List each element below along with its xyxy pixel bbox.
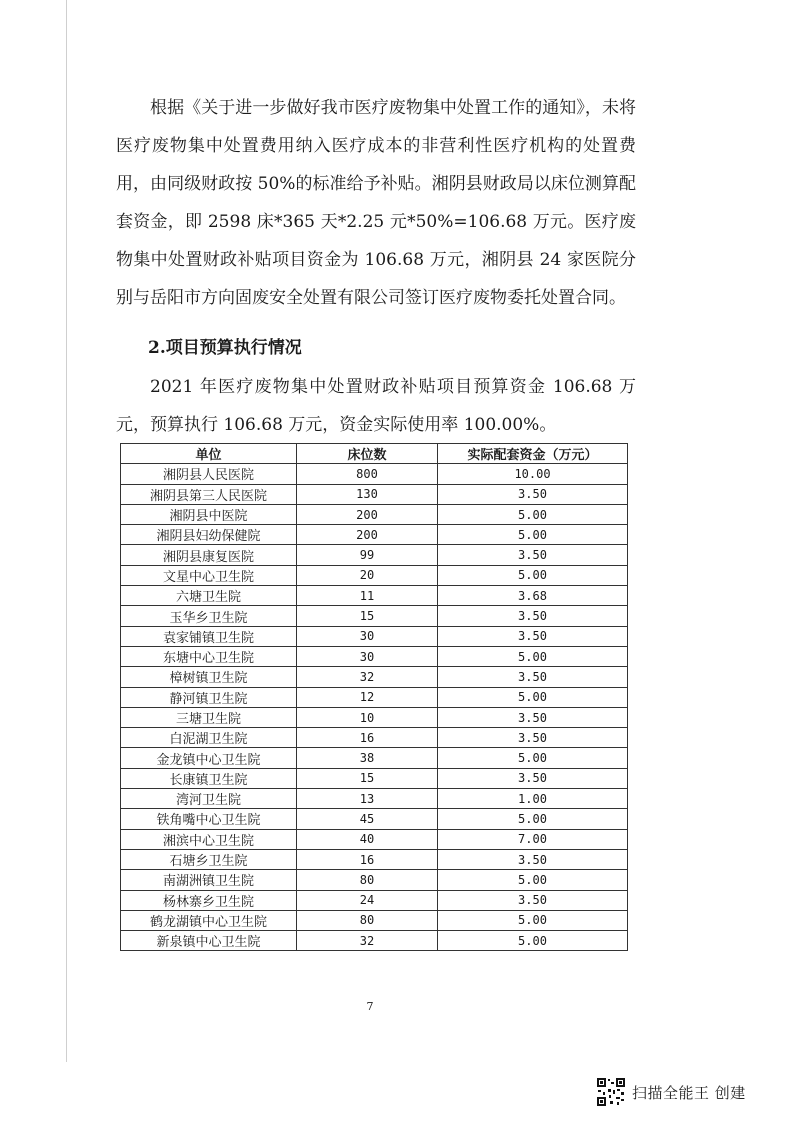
cell-funds: 5.00: [438, 809, 628, 829]
cell-funds: 1.00: [438, 789, 628, 809]
cell-funds: 5.00: [438, 525, 628, 545]
body-paragraph-2: 2021 年医疗废物集中处置财政补贴项目预算资金 106.68 万元，预算执行 106.68 万元，资金实际使用率 100.00%。: [116, 377, 636, 435]
table-row: [121, 525, 628, 545]
cell-unit: 袁家铺镇卫生院: [121, 626, 297, 646]
cell-unit: 湘阴县人民医院: [121, 464, 297, 484]
cell-funds: 3.50: [438, 890, 628, 910]
cell-unit: 三塘卫生院: [121, 707, 297, 727]
cell-funds: 5.00: [438, 910, 628, 930]
table-row: [121, 707, 628, 727]
cell-beds: 45: [297, 809, 438, 829]
cell-beds: 15: [297, 768, 438, 788]
header-funds: 实际配套资金（万元）: [438, 444, 628, 464]
cell-funds: 5.00: [438, 565, 628, 585]
cell-unit: 白泥湖卫生院: [121, 728, 297, 748]
table-row: [121, 829, 628, 849]
cell-beds: 30: [297, 646, 438, 666]
table-row: [121, 464, 628, 484]
page-number: 7: [366, 1000, 374, 1013]
cell-unit: 湘阴县康复医院: [121, 545, 297, 565]
table-row: [121, 565, 628, 585]
cell-beds: 12: [297, 687, 438, 707]
section-heading: 2.项目预算执行情况: [148, 338, 302, 358]
cell-funds: 5.00: [438, 748, 628, 768]
table-row: [121, 626, 628, 646]
cell-unit: 文星中心卫生院: [121, 565, 297, 585]
cell-funds: 3.50: [438, 667, 628, 687]
cell-funds: 3.50: [438, 728, 628, 748]
cell-funds: 3.50: [438, 545, 628, 565]
cell-unit: 湘阴县第三人民医院: [121, 484, 297, 504]
cell-unit: 石塘乡卫生院: [121, 849, 297, 869]
page-edge-line: [66, 0, 67, 1062]
cell-unit: 湘滨中心卫生院: [121, 829, 297, 849]
cell-unit: 六塘卫生院: [121, 586, 297, 606]
table-row: [121, 667, 628, 687]
cell-funds: 3.50: [438, 626, 628, 646]
cell-unit: 静河镇卫生院: [121, 687, 297, 707]
watermark-text: 扫描全能王 创建: [632, 1083, 746, 1102]
cell-unit: 湘阴县中医院: [121, 504, 297, 524]
cell-beds: 11: [297, 586, 438, 606]
cell-funds: 3.68: [438, 586, 628, 606]
cell-funds: 5.00: [438, 931, 628, 951]
cell-unit: 鹤龙湖镇中心卫生院: [121, 910, 297, 930]
cell-beds: 20: [297, 565, 438, 585]
cell-funds: 3.50: [438, 849, 628, 869]
cell-beds: 13: [297, 789, 438, 809]
cell-beds: 32: [297, 931, 438, 951]
cell-beds: 130: [297, 484, 438, 504]
cell-beds: 200: [297, 504, 438, 524]
header-beds: 床位数: [297, 444, 438, 464]
cell-unit: 湘阴县妇幼保健院: [121, 525, 297, 545]
cell-beds: 30: [297, 626, 438, 646]
table-row: [121, 484, 628, 504]
cell-funds: 3.50: [438, 768, 628, 788]
cell-beds: 200: [297, 525, 438, 545]
cell-unit: 金龙镇中心卫生院: [121, 748, 297, 768]
cell-funds: 5.00: [438, 504, 628, 524]
table-row: [121, 545, 628, 565]
cell-beds: 80: [297, 870, 438, 890]
header-unit: 单位: [121, 444, 297, 464]
scanner-watermark: [596, 1072, 746, 1112]
table-row: [121, 687, 628, 707]
subsidy-table: [120, 443, 628, 951]
qr-code-icon: [596, 1077, 626, 1107]
table-row: [121, 606, 628, 626]
table-row: [121, 931, 628, 951]
cell-unit: 南湖洲镇卫生院: [121, 870, 297, 890]
cell-beds: 16: [297, 849, 438, 869]
cell-unit: 杨林寨乡卫生院: [121, 890, 297, 910]
cell-beds: 16: [297, 728, 438, 748]
cell-beds: 10: [297, 707, 438, 727]
cell-beds: 15: [297, 606, 438, 626]
cell-funds: 5.00: [438, 687, 628, 707]
table-row: [121, 809, 628, 829]
cell-funds: 5.00: [438, 646, 628, 666]
table-row: [121, 870, 628, 890]
cell-funds: 3.50: [438, 707, 628, 727]
cell-unit: 铁角嘴中心卫生院: [121, 809, 297, 829]
cell-funds: 7.00: [438, 829, 628, 849]
cell-beds: 800: [297, 464, 438, 484]
cell-beds: 32: [297, 667, 438, 687]
table-row: [121, 586, 628, 606]
table-row: [121, 789, 628, 809]
cell-funds: 3.50: [438, 484, 628, 504]
cell-beds: 40: [297, 829, 438, 849]
cell-unit: 长康镇卫生院: [121, 768, 297, 788]
cell-unit: 玉华乡卫生院: [121, 606, 297, 626]
table-row: [121, 748, 628, 768]
cell-funds: 10.00: [438, 464, 628, 484]
cell-beds: 99: [297, 545, 438, 565]
table-header-row: [121, 444, 628, 464]
table-row: [121, 728, 628, 748]
cell-beds: 80: [297, 910, 438, 930]
cell-unit: 东塘中心卫生院: [121, 646, 297, 666]
table-row: [121, 646, 628, 666]
cell-beds: 24: [297, 890, 438, 910]
cell-funds: 3.50: [438, 606, 628, 626]
body-paragraph-1: 根据《关于进一步做好我市医疗废物集中处置工作的通知》，未将医疗废物集中处置费用纳入医疗成本的非营利性医疗机构的处置费用，由同级财政按 50%的标准给予补贴。湘阴县财政局以床位测算配套资金，即 2598 床*365 天*2.25 元*50%=106.68 万元。医疗废物集中处置财政补贴项目资金为 106.68 万元，湘阴县 24 家医院分别与岳阳市方向固废安全处置有限公司签订医疗废物委托处置合同。: [116, 98, 636, 308]
table-row: [121, 768, 628, 788]
cell-funds: 5.00: [438, 870, 628, 890]
table-row: [121, 910, 628, 930]
table-row: [121, 849, 628, 869]
cell-unit: 樟树镇卫生院: [121, 667, 297, 687]
cell-unit: 新泉镇中心卫生院: [121, 931, 297, 951]
table-row: [121, 890, 628, 910]
cell-beds: 38: [297, 748, 438, 768]
table-row: [121, 504, 628, 524]
cell-unit: 湾河卫生院: [121, 789, 297, 809]
